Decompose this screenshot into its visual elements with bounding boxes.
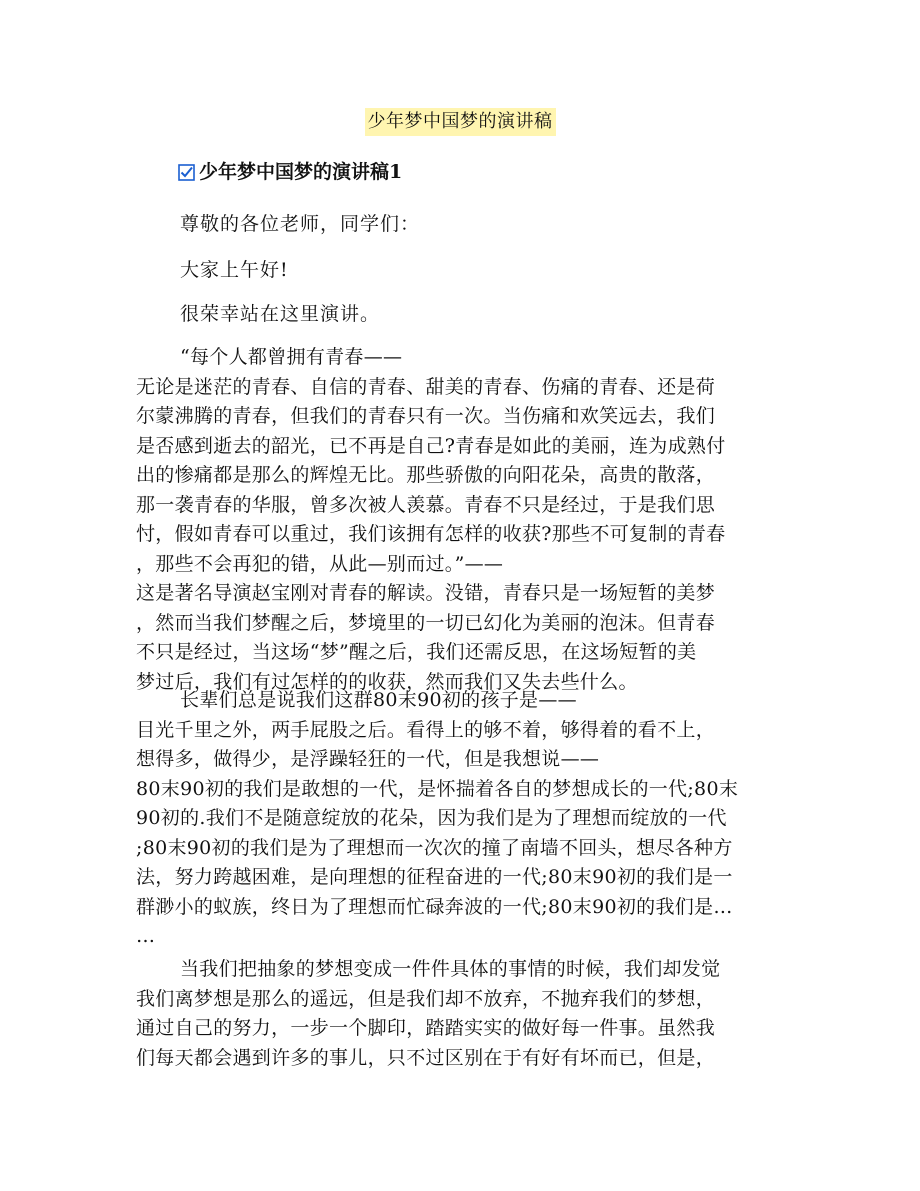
paragraph-line: 不只是经过，当这场“梦”醒之后，我们还需反思，在这场短暂的美 (136, 641, 697, 663)
paragraph-line: 目光千里之外，两手屁股之后。看得上的够不着，够得着的看不上， (136, 718, 716, 741)
paragraph-line: … (136, 925, 156, 947)
hello-line: 大家上午好! (180, 259, 289, 281)
paragraph-line: 梦过后，我们有过怎样的的收获，然而我们又失去些什么。 (136, 670, 638, 693)
paragraph-line: 忖，假如青春可以重过，我们该拥有怎样的收获?那些不可复制的青春 (136, 523, 726, 545)
paragraph-3 (136, 955, 786, 1073)
paragraph-line: 想得多，做得少，是浮躁轻狂的一代，但是我想说—— (136, 748, 600, 770)
paragraph-line: “每个人都曾拥有青春—— (180, 346, 403, 368)
paragraph-1 (136, 343, 786, 697)
title-wrapper (0, 108, 920, 136)
greeting: 尊敬的各位老师，同学们： (180, 213, 421, 235)
section-heading-text: 少年梦中国梦的演讲稿1 (199, 161, 403, 183)
paragraph-line: 当我们把抽象的梦想变成一件件具体的事情的时候，我们却发觉 (180, 958, 721, 980)
paragraph-line: 长辈们总是说我们这群80末90初的孩子是—— (180, 689, 577, 711)
paragraph-line: 我们离梦想是那么的遥远，但是我们却不放弃，不抛弃我们的梦想， (136, 987, 716, 1010)
section-heading (178, 158, 402, 186)
paragraph-line: 是否感到逝去的韶光，已不再是自己?青春是如此的美丽，连为成熟付 (136, 434, 726, 457)
paragraph-line: 80末90初的我们是敢想的一代，是怀揣着各自的梦想成长的一代;80末 (136, 777, 739, 800)
paragraph-line: 们每天都会遇到许多的事儿，只不过区别在于有好有坏而已，但是， (136, 1046, 716, 1069)
paragraph-line: ;80末90初的我们是为了理想而一次次的撞了南墙不回头，想尽各种方 (136, 836, 733, 859)
paragraph-2 (136, 686, 786, 952)
paragraph-line: 这是著名导演赵宝刚对青春的解读。没错，青春只是一场短暂的美梦 (136, 582, 716, 604)
paragraph-line: 那一袭青春的华服，曾多次被人羡慕。青春不只是经过，于是我们思 (136, 493, 716, 516)
paragraph-line: 法，努力跨越困难，是向理想的征程奋进的一代;80末90初的我们是一 (136, 866, 733, 888)
paragraph-line: 尔蒙沸腾的青春，但我们的青春只有一次。当伤痛和欢笑远去，我们 (136, 405, 716, 427)
paragraph-line: 无论是迷茫的青春、自信的青春、甜美的青春、伤痛的青春、还是荷 (136, 375, 716, 398)
paragraph-line: 通过自己的努力，一步一个脚印，踏踏实实的做好每一件事。虽然我 (136, 1017, 716, 1039)
paragraph-line: 群渺小的蚁族，终日为了理想而忙碌奔波的一代;80末90初的我们是… (136, 895, 733, 918)
intro-line: 很荣幸站在这里演讲。 (180, 303, 381, 325)
paragraph-line: 出的惨痛都是那么的辉煌无比。那些骄傲的向阳花朵，高贵的散落， (136, 464, 716, 486)
paragraph-line: 90初的.我们不是随意绽放的花朵，因为我们是为了理想而绽放的一代 (136, 807, 727, 829)
checkbox-checked-icon (178, 164, 195, 181)
document-title: 少年梦中国梦的演讲稿 (365, 108, 556, 136)
paragraph-line: ，那些不会再犯的错，从此—别而过。”—— (136, 552, 504, 575)
paragraph-line: ，然而当我们梦醒之后，梦境里的一切已幻化为美丽的泡沫。但青春 (136, 611, 716, 634)
